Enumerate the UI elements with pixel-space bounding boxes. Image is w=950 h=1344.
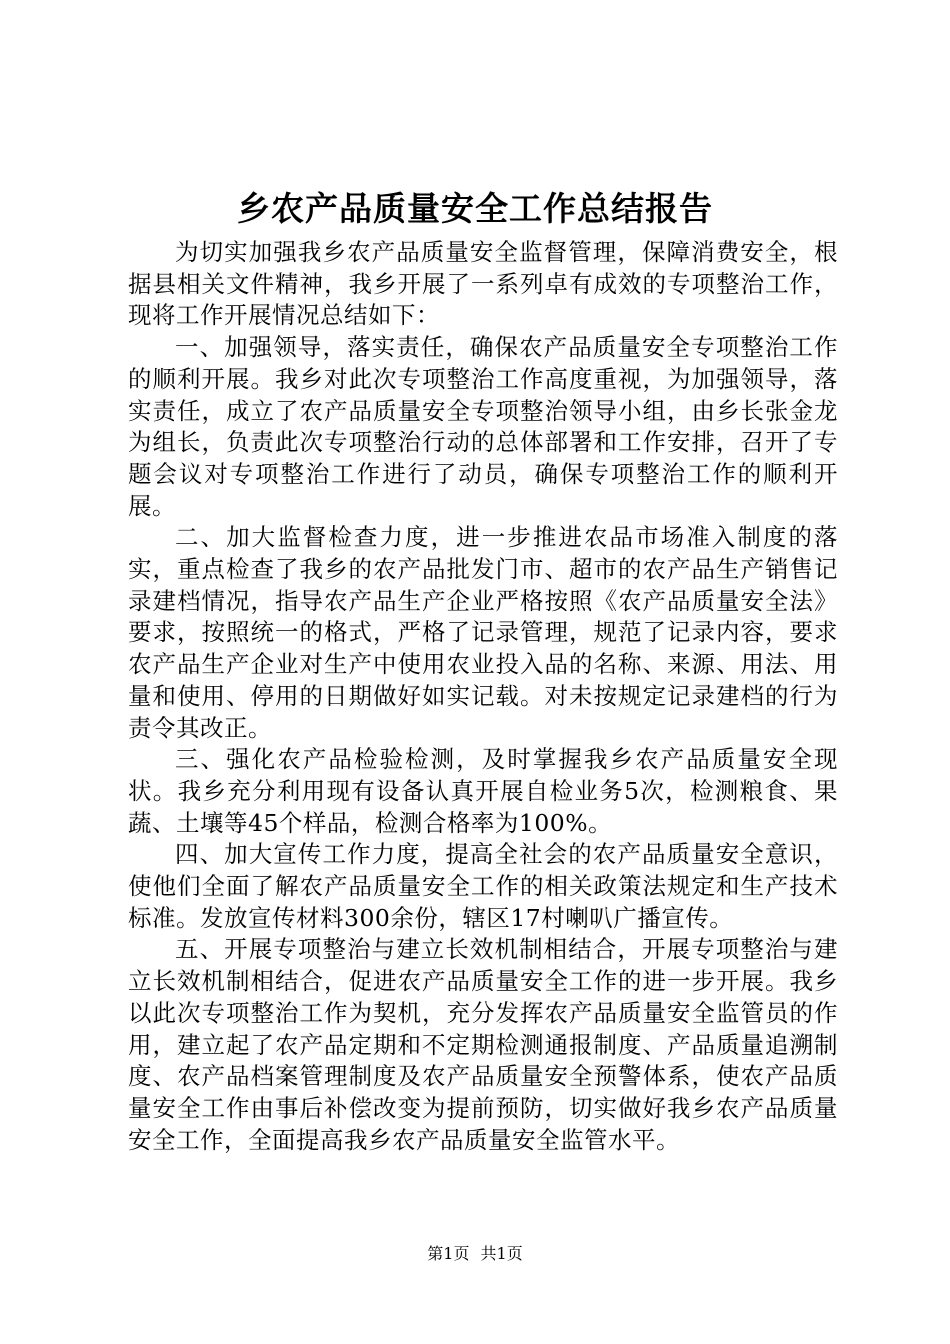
paragraph-section-1: 一、加强领导，落实责任，确保农产品质量安全专项整治工作的顺利开展。我乡对此次专项整治工作高度重视，为加强领导，落实责任，成立了农产品质量安全专项整治领导小组，由乡长张金龙为组长，负责此次专项整治行动的总体部署和工作安排，召开了专题会议对专项整治工作进行了动员，确保专项整治工作的顺利开展。: [128, 333, 838, 520]
paragraph-section-5: 五、开展专项整治与建立长效机制相结合，开展专项整治与建立长效机制相结合，促进农产品质量安全工作的进一步开展。我乡以此次专项整治工作为契机，充分发挥农产品质量安全监管员的作用，建立起了农产品定期和不定期检测通报制度、产品质量追溯制度、农产品档案管理制度及农产品质量安全预警体系，使农产品质量安全工作由事后补偿改变为提前预防，切实做好我乡农产品质量安全工作，全面提高我乡农产品质量安全监管水平。: [128, 935, 838, 1154]
page-number: 第1页: [427, 1244, 470, 1263]
paragraph-section-4: 四、加大宣传工作力度，提高全社会的农产品质量安全意识，使他们全面了解农产品质量安全工作的相关政策法规定和生产技术标准。发放宣传材料300余份，辖区17村喇叭广播宣传。: [128, 840, 838, 932]
document-body: [128, 237, 838, 1156]
paragraph-section-2: 二、加大监督检查力度，进一步推进农品市场准入制度的落实，重点检查了我乡的农产品批发门市、超市的农产品生产销售记录建档情况，指导农产品生产企业严格按照《农产品质量安全法》要求，按照统一的格式，严格了记录管理，规范了记录内容，要求农产品生产企业对生产中使用农业投入品的名称、来源、用法、用量和使用、停用的日期做好如实记载。对未按规定记录建档的行为责令其改正。: [128, 523, 838, 742]
page-total: 共1页: [480, 1244, 523, 1263]
page-title: 乡农产品质量安全工作总结报告: [237, 189, 713, 228]
paragraph-section-3: 三、强化农产品检验检测，及时掌握我乡农产品质量安全现状。我乡充分利用现有设备认真开展自检业务5次，检测粮食、果蔬、土壤等45个样品，检测合格率为100%。: [128, 745, 838, 837]
paragraph-intro: 为切实加强我乡农产品质量安全监督管理，保障消费安全，根据县相关文件精神，我乡开展了一系列卓有成效的专项整治工作，现将工作开展情况总结如下：: [128, 238, 838, 330]
page-footer: [0, 1243, 950, 1265]
